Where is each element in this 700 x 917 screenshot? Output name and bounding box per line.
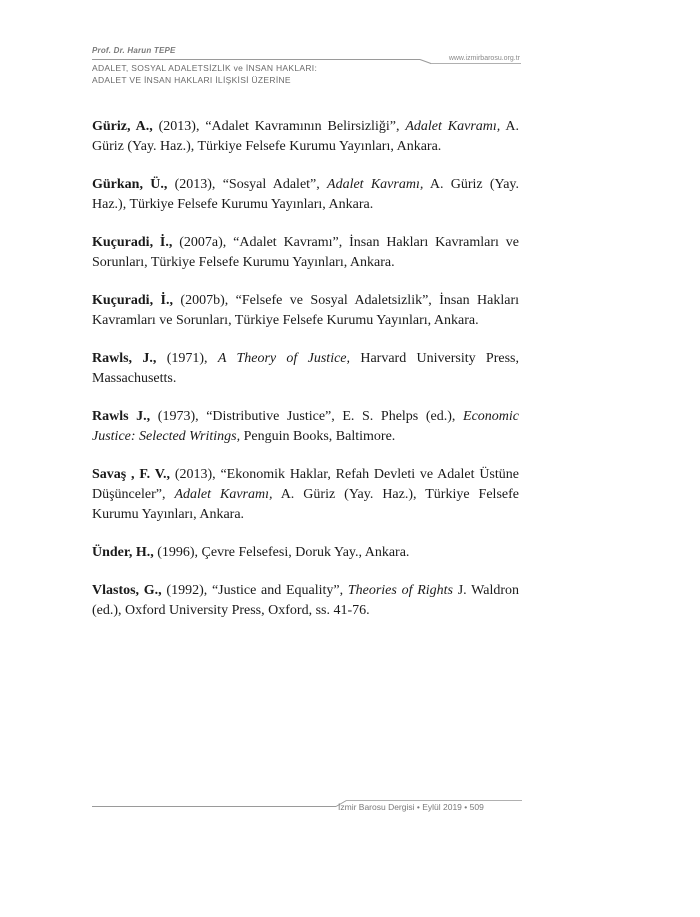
reference-rest: A. Güriz (Yay. Haz.), Türkiye Felsefe Kurumu Yayınları, Ankara. <box>92 119 520 154</box>
header-subtitle-line-2: ADALET VE İNSAN HAKLARI İLİŞKİSİ ÜZERİNE <box>92 74 291 85</box>
reference-italic-title: Adalet Kavramı, <box>327 177 424 192</box>
reference-author: Vlastos, G., <box>92 583 162 598</box>
header-rule <box>92 59 420 60</box>
footer-journal-page: İzmir Barosu Dergisi • Eylül 2019 • 509 <box>338 802 484 812</box>
reference-entry <box>92 407 519 447</box>
header-rule-slant <box>420 59 432 64</box>
reference-rest: A. Güriz (Yay. Haz.), Türkiye Felsefe Kurumu Yayınları, Ankara. <box>92 487 519 522</box>
reference-author: Gürkan, Ü., <box>92 177 168 192</box>
header-subtitle-line-1: ADALET, SOSYAL ADALETSİZLİK ve İNSAN HAKLARI: <box>92 63 318 73</box>
running-header <box>92 46 522 90</box>
reference-author: Kuçuradi, İ., <box>92 235 173 250</box>
footer-rule-right <box>346 800 522 801</box>
reference-author: Rawls J., <box>92 409 151 424</box>
reference-author: Rawls, J., <box>92 351 157 366</box>
header-subtitle <box>92 63 317 86</box>
running-footer <box>92 796 524 816</box>
reference-list <box>92 117 519 639</box>
reference-entry <box>92 175 519 215</box>
reference-italic-title: Adalet Kavramı, <box>174 487 273 502</box>
reference-author: Kuçuradi, İ., <box>92 293 173 308</box>
reference-text: (2007a), “Adalet Kavramı”, İnsan Hakları Kavramları ve Sorunları, Türkiye Felsefe Kurumu Yayınları, Ankara. <box>92 235 519 270</box>
reference-text: (1996), Çevre Felsefesi, Doruk Yay., Ankara. <box>153 545 410 560</box>
reference-italic-title: A Theory of Justice, <box>217 351 351 366</box>
reference-rest: Penguin Books, Baltimore. <box>240 429 396 444</box>
footer-rule <box>92 806 336 807</box>
reference-text: (2013), “Sosyal Adalet”, <box>167 177 328 192</box>
header-author: Prof. Dr. Harun TEPE <box>92 46 176 55</box>
reference-entry <box>92 465 519 525</box>
reference-entry <box>92 543 519 563</box>
reference-text: (2013), “Ekonomik Haklar, Refah Devleti ve Adalet Üstüne Düşünceler”, <box>92 467 519 502</box>
reference-rest: J. Waldron (ed.), Oxford University Press, Oxford, ss. 41-76. <box>92 583 519 618</box>
reference-text: (2007b), “Felsefe ve Sosyal Adaletsizlik”, İnsan Hakları Kavramları ve Sorunları, Türkiye Felsefe Kurumu Yayınları, Ankara. <box>92 293 519 328</box>
reference-rest: Harvard University Press, Massachusetts. <box>92 351 519 386</box>
header-rule-right <box>431 63 521 64</box>
reference-author: Güriz, A., <box>92 119 153 134</box>
reference-author: Savaş , F. V., <box>92 467 170 482</box>
header-website: www.izmirbarosu.org.tr <box>448 55 520 62</box>
reference-entry <box>92 291 519 331</box>
reference-entry <box>92 581 519 621</box>
reference-italic-title: Adalet Kavramı, <box>405 119 501 134</box>
reference-rest: A. Güriz (Yay. Haz.), Türkiye Felsefe Kurumu Yayınları, Ankara. <box>92 177 520 212</box>
reference-text: (1992), “Justice and Equality”, <box>161 583 348 598</box>
reference-entry <box>92 233 519 273</box>
reference-text: (1971), <box>156 351 218 366</box>
reference-author: Ünder, H., <box>92 545 154 560</box>
reference-text: (2013), “Adalet Kavramının Belirsizliği”, <box>152 119 406 134</box>
reference-entry <box>92 117 519 157</box>
reference-italic-title: Theories of Rights <box>347 583 453 598</box>
reference-italic-title: Economic Justice: Selected Writings, <box>92 409 519 444</box>
reference-entry <box>92 349 519 389</box>
reference-text: (1973), “Distributive Justice”, E. S. Phelps (ed.), <box>150 409 464 424</box>
